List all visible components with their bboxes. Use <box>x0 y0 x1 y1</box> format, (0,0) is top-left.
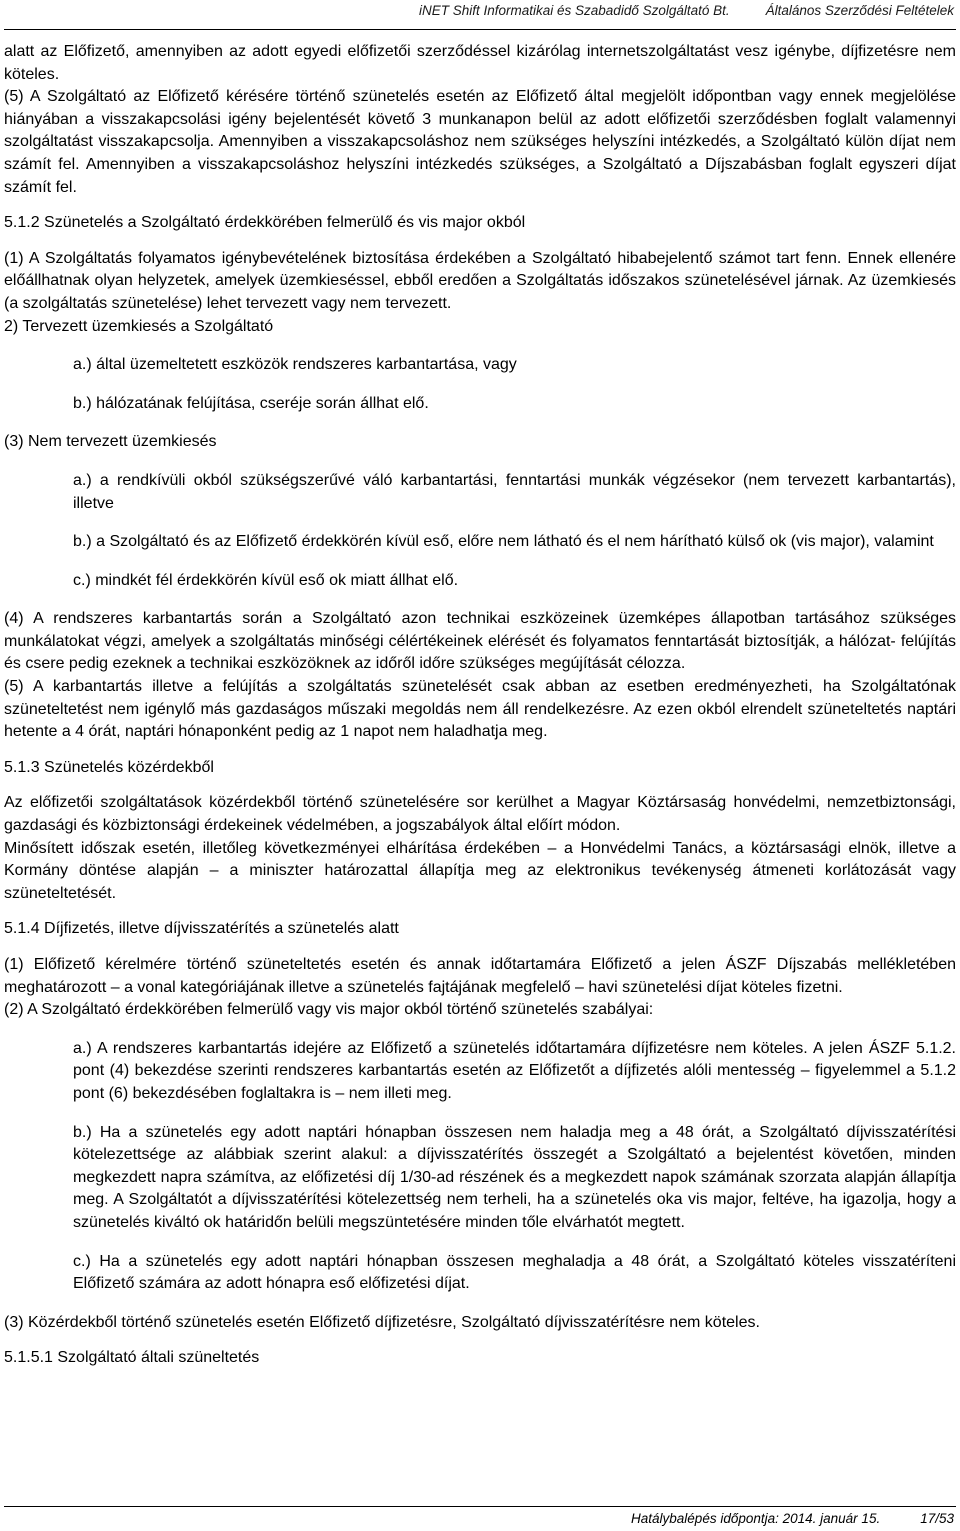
footer-effective-date: Hatálybalépés időpontja: 2014. január 15. <box>631 1511 881 1526</box>
paragraph-reconnect: (5) A Szolgáltató az Előfizető kérésére történő szünetelés esetén az Előfizető által megjelölt időpontban vagy ennek megjelölése hiányában a visszakapcsolási igény bejelentését követő 3 munkanapon belül az adott előfizetői szerződésben foglalt valamennyi szolgáltatást visszakapcsolja. Amennyiben a visszakapcsoláshoz nem szükséges helyszíni intézkedés, a Szolgáltató külön díjat nem számít fel. Amennyiben a visszakapcsoláshoz helyszíni intézkedés szükséges, a Szolgáltató a Díjszabásban foglalt egyszeri díjat számít fel. <box>4 88 956 196</box>
section-heading-5-1-4: 5.1.4 Díjfizetés, illetve díjvisszatérítés a szünetelés alatt <box>4 920 399 938</box>
header-rule <box>4 29 956 30</box>
paragraph-public-interest: Az előfizetői szolgáltatások közérdekből történő szünetelésére sor kerülhet a Magyar Köztársaság honvédelmi, nemzetbiztonsági, gazdasági és közbiztonsági érdekeinek védelmében, a jogszabályok által előírt módon. <box>4 794 956 835</box>
paragraph-fee-3: (3) Közérdekből történő szünetelés esetén Előfizető díjfizetésre, Szolgáltató díjvisszatérítésre nem köteles. <box>4 1313 760 1331</box>
list-item-unplanned-c: c.) mindkét fél érdekkörén kívül eső ok miatt állhat elő. <box>73 571 459 589</box>
list-item-planned-a: a.) által üzemeltetett eszközök rendszeres karbantartása, vagy <box>73 356 517 374</box>
paragraph-qualified-period: Minősített időszak esetén, illetőleg következményei elhárítása érdekében – a Honvédelmi Tanács, a köztársasági elnök, illetve a Kormány döntése alapján – a miniszter határozattal állapítja meg az elektronikus tevékenység átmeneti korlátozását vagy szüneteltetését. <box>4 839 956 902</box>
section-heading-5-1-5-1: 5.1.5.1 Szolgáltató általi szüneltetés <box>4 1349 260 1367</box>
section-heading-5-1-3: 5.1.3 Szünetelés közérdekből <box>4 758 214 776</box>
header-doc-title: Általános Szerződési Feltételek <box>765 3 954 18</box>
paragraph-fee-2: (2) A Szolgáltató érdekkörében felmerülő vagy vis major okból történő szünetelés szabályai: <box>4 1001 654 1019</box>
header-company: iNET Shift Informatikai és Szabadidő Szolgáltató Bt. <box>418 3 730 18</box>
paragraph-maintenance-4: (4) A rendszeres karbantartás során a Szolgáltató azon technikai eszközeinek üzemképes állapotban tartásához szükséges munkálatokat végzi, amelyek a szolgáltatás minőségi célértékeinek elérését és folyamatos fenntartását biztosítják, a hálózat- felújítás és csere pedig ezeknek a technikai eszközöknek az időről időre szükséges megújítását célozza. <box>4 610 956 673</box>
paragraph-unplanned-outage: (3) Nem tervezett üzemkiesés <box>4 433 217 451</box>
paragraph-fee-1: (1) Előfizető kérelmére történő szüneteltetés esetén és annak időtartamára Előfizető a jelen ÁSZF Díjszabás mellékletében meghatározott – a vonal kategóriájának illetve a szünetelés fajtájának megfelelő – havi szünetelési díjat köteles fizetni. <box>4 956 956 996</box>
paragraph-planned-outage: 2) Tervezett üzemkiesés a Szolgáltató <box>4 317 274 335</box>
list-item-fee-c: c.) Ha a szünetelés egy adott naptári hónapban összesen meghaladja a 48 órát, a Szolgáltató köteles visszatéríteni Előfizető számára az adott hónapra eső előfizetési díjat. <box>73 1252 956 1293</box>
paragraph-maintenance-5: (5) A karbantartás illetve a felújítás a szolgáltatás szünetelését csak abban az esetben eredményezheti, ha Szolgáltatónak szüneteltetést nem igénylő más gazdaságos műszaki megoldás nem áll rendelkezésre. Az ezen okból elrendelt szüneteltetés naptári hetente a 4 órát, naptári hónaponként pedig az 1 napot nem haladhatja meg. <box>4 678 956 741</box>
paragraph-outage-1: (1) A Szolgáltatás folyamatos igénybevételének biztosítása érdekében a Szolgáltató hibabejelentő számot tart fenn. Ennek ellenére előállhatnak olyan helyzetek, amelyek üzemkieséssel, ebből eredően a Szolgáltatás időszakos szünetelésével járnak. Az üzemkiesés (a szolgáltatás szünetelése) lehet tervezett vagy nem tervezett. <box>4 249 956 312</box>
page-footer <box>631 1511 954 1526</box>
section-heading-5-1-2: 5.1.2 Szünetelés a Szolgáltató érdekkörében felmerülő és vis major okból <box>4 214 526 232</box>
list-item-unplanned-a: a.) a rendkívüli okból szükségszerűvé váló karbantartási, fenntartási munkák végzésekor (nem tervezett karbantartás), illetve <box>73 471 956 512</box>
paragraph-intro: alatt az Előfizető, amennyiben az adott egyedi előfizetői szerződéssel kizárólag internetszolgáltatást vesz igénybe, díjfizetésre nem köteles. <box>4 43 956 83</box>
list-item-fee-a: a.) A rendszeres karbantartás idejére az Előfizető a szünetelés időtartamára díjfizetésre nem köteles. A jelen ÁSZF 5.1.2. pont (4) bekezdése szerinti rendszeres karbantartás esetén az Előfizetőt a díjfizetés alóli mentesség – figyelemmel a 5.1.2 pont (6) bekezdésében foglaltakra is – nem illeti meg. <box>73 1039 956 1102</box>
list-item-unplanned-b: b.) a Szolgáltató és az Előfizető érdekkörén kívül eső, előre nem látható és el nem hárítható külső ok (vis major), valamint <box>73 533 934 551</box>
page-header <box>419 3 954 18</box>
footer-page-number: 17/53 <box>920 1511 954 1526</box>
list-item-fee-b: b.) Ha a szünetelés egy adott naptári hónapban összesen nem haladja meg a 48 órát, a Szolgáltató díjvisszatérítési kötelezettsége az alábbiak szerint alakul: a díjvisszatérítés összegét a Szolgáltató a bejelentést követően, minden megkezdett napra számítva, az előfizetési díj 1/30-ad részének és a megkezdett napok számának szorzata alapján állapítja meg. A Szolgáltatót a díjvisszatérítési kötelezettség nem terheli, ha a szünetelés oka vis major, feltéve, ha igazolja, hogy a szünetelés kiváltó ok határidőn belüli megszüntetésére minden tőle elvárhatót megtett. <box>73 1123 956 1231</box>
list-item-planned-b: b.) hálózatának felújítása, cseréje során állhat elő. <box>73 394 429 412</box>
footer-rule <box>4 1506 956 1507</box>
document-body <box>4 41 956 1370</box>
